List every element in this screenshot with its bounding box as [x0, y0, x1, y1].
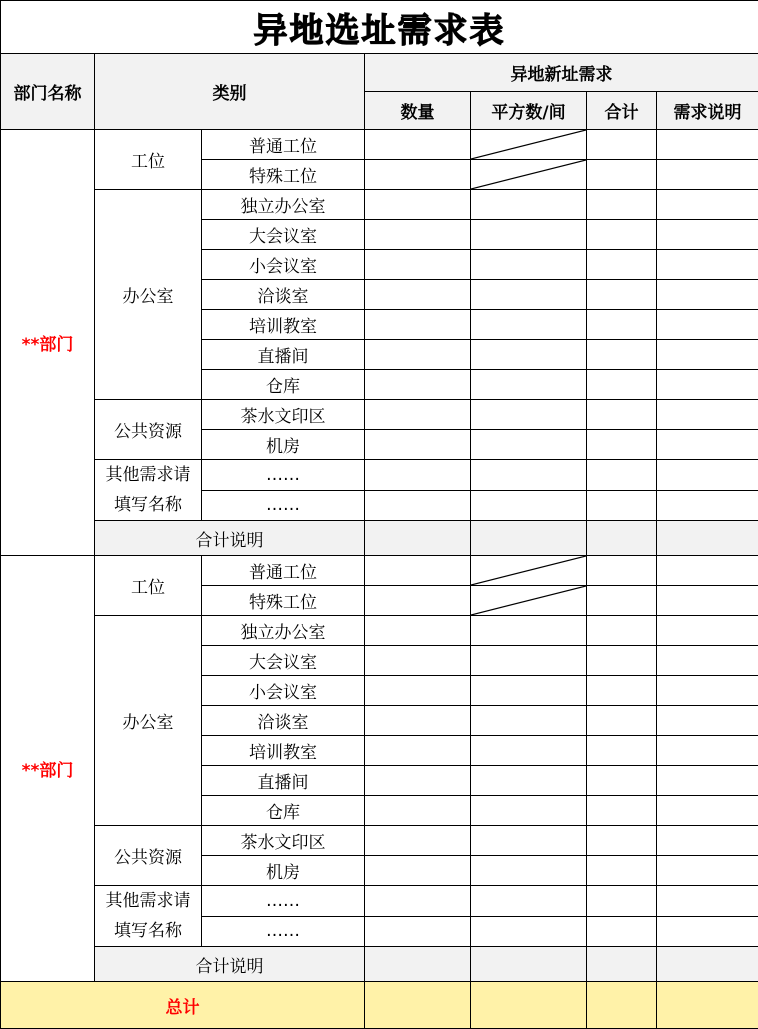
area-cell[interactable] [471, 616, 587, 646]
subtotal-cell[interactable] [587, 370, 657, 400]
item-label: 洽谈室 [202, 706, 365, 736]
item-label: 机房 [202, 856, 365, 886]
subtotal-cell[interactable] [587, 766, 657, 796]
quantity-cell[interactable] [365, 856, 471, 886]
summary-area-cell[interactable] [471, 947, 587, 982]
note-cell[interactable] [657, 490, 758, 521]
quantity-cell[interactable] [365, 430, 471, 460]
item-label: 培训教室 [202, 310, 365, 340]
header-note: 需求说明 [657, 92, 758, 130]
item-label: 独立办公室 [202, 190, 365, 220]
item-label: 培训教室 [202, 736, 365, 766]
quantity-cell[interactable] [365, 310, 471, 340]
subtotal-cell[interactable] [587, 430, 657, 460]
item-label: 普通工位 [202, 556, 365, 586]
note-cell[interactable] [657, 826, 758, 856]
subtotal-cell[interactable] [587, 826, 657, 856]
quantity-cell[interactable] [365, 616, 471, 646]
item-label: 直播间 [202, 766, 365, 796]
group-label-public: 公共资源 [95, 400, 202, 460]
table-row [1, 130, 758, 160]
header-category: 类别 [95, 54, 365, 130]
table-row [1, 190, 758, 220]
quantity-cell[interactable] [365, 280, 471, 310]
table-row [1, 826, 758, 856]
subtotal-cell[interactable] [587, 736, 657, 766]
quantity-cell[interactable] [365, 490, 471, 521]
summary-label: 合计说明 [95, 521, 365, 556]
subtotal-cell[interactable] [587, 616, 657, 646]
area-cell-na[interactable] [471, 130, 587, 160]
total-subtotal-cell[interactable] [587, 982, 657, 1029]
subtotal-cell[interactable] [587, 310, 657, 340]
summary-row [1, 521, 758, 556]
total-area-cell[interactable] [471, 982, 587, 1029]
subtotal-cell[interactable] [587, 280, 657, 310]
department-name: **部门 [1, 130, 95, 556]
item-label: 小会议室 [202, 676, 365, 706]
subtotal-cell[interactable] [587, 856, 657, 886]
note-cell[interactable] [657, 190, 758, 220]
area-cell[interactable] [471, 280, 587, 310]
note-cell[interactable] [657, 856, 758, 886]
quantity-cell[interactable] [365, 370, 471, 400]
header-subtotal: 合计 [587, 92, 657, 130]
quantity-cell[interactable] [365, 766, 471, 796]
quantity-cell[interactable] [365, 826, 471, 856]
note-cell[interactable] [657, 586, 758, 616]
other-label-line1: 其他需求请 [105, 891, 191, 911]
area-cell-na[interactable] [471, 556, 587, 586]
item-label: …… [202, 460, 365, 491]
header-group: 异地新址需求 [365, 54, 758, 92]
subtotal-cell[interactable] [587, 886, 657, 917]
total-note-cell[interactable] [657, 982, 758, 1029]
quantity-cell[interactable] [365, 160, 471, 190]
department-name: **部门 [1, 556, 95, 982]
item-label: 特殊工位 [202, 160, 365, 190]
subtotal-cell[interactable] [587, 916, 657, 947]
note-cell[interactable] [657, 736, 758, 766]
note-cell[interactable] [657, 370, 758, 400]
total-quantity-cell[interactable] [365, 982, 471, 1029]
subtotal-cell[interactable] [587, 130, 657, 160]
subtotal-cell[interactable] [587, 646, 657, 676]
group-label-office: 办公室 [95, 190, 202, 400]
item-label: 直播间 [202, 340, 365, 370]
note-cell[interactable] [657, 430, 758, 460]
subtotal-cell[interactable] [587, 190, 657, 220]
note-cell[interactable] [657, 886, 758, 917]
summary-note-cell[interactable] [657, 521, 758, 556]
quantity-cell[interactable] [365, 706, 471, 736]
note-cell[interactable] [657, 280, 758, 310]
area-cell[interactable] [471, 400, 587, 430]
header-dept-name: 部门名称 [1, 54, 95, 130]
quantity-cell[interactable] [365, 250, 471, 280]
group-label-workstation: 工位 [95, 130, 202, 190]
other-label-line2: 填写名称 [114, 921, 182, 941]
note-cell[interactable] [657, 130, 758, 160]
subtotal-cell[interactable] [587, 796, 657, 826]
area-cell[interactable] [471, 220, 587, 250]
quantity-cell[interactable] [365, 400, 471, 430]
group-label-office: 办公室 [95, 616, 202, 826]
subtotal-cell[interactable] [587, 460, 657, 491]
quantity-cell[interactable] [365, 460, 471, 491]
total-label: 总计 [1, 982, 365, 1029]
quantity-cell[interactable] [365, 736, 471, 766]
summary-note-cell[interactable] [657, 947, 758, 982]
area-cell[interactable] [471, 856, 587, 886]
group-label-other [95, 460, 202, 521]
table-row [1, 460, 758, 491]
table-row [1, 616, 758, 646]
quantity-cell[interactable] [365, 886, 471, 917]
quantity-cell[interactable] [365, 676, 471, 706]
item-label: 普通工位 [202, 130, 365, 160]
group-label-public: 公共资源 [95, 826, 202, 886]
summary-area-cell[interactable] [471, 521, 587, 556]
table-row [1, 886, 758, 917]
area-cell[interactable] [471, 796, 587, 826]
table-row [1, 400, 758, 430]
subtotal-cell[interactable] [587, 250, 657, 280]
item-label: …… [202, 886, 365, 917]
header-area: 平方数/间 [471, 92, 587, 130]
other-label-line2: 填写名称 [114, 495, 182, 515]
note-cell[interactable] [657, 706, 758, 736]
group-label-workstation: 工位 [95, 556, 202, 616]
subtotal-cell[interactable] [587, 556, 657, 586]
quantity-cell[interactable] [365, 130, 471, 160]
quantity-cell[interactable] [365, 190, 471, 220]
note-cell[interactable] [657, 310, 758, 340]
note-cell[interactable] [657, 916, 758, 947]
quantity-cell[interactable] [365, 220, 471, 250]
area-cell[interactable] [471, 430, 587, 460]
subtotal-cell[interactable] [587, 400, 657, 430]
area-cell[interactable] [471, 916, 587, 947]
item-label: …… [202, 916, 365, 947]
area-cell[interactable] [471, 490, 587, 521]
subtotal-cell[interactable] [587, 220, 657, 250]
note-cell[interactable] [657, 160, 758, 190]
item-label: 大会议室 [202, 646, 365, 676]
table-row [1, 556, 758, 586]
summary-row [1, 947, 758, 982]
area-cell[interactable] [471, 826, 587, 856]
subtotal-cell[interactable] [587, 340, 657, 370]
subtotal-cell[interactable] [587, 706, 657, 736]
area-cell[interactable] [471, 250, 587, 280]
quantity-cell[interactable] [365, 340, 471, 370]
item-label: 茶水文印区 [202, 400, 365, 430]
item-label: 特殊工位 [202, 586, 365, 616]
note-cell[interactable] [657, 220, 758, 250]
item-label: 洽谈室 [202, 280, 365, 310]
page-title: 异地选址需求表 [1, 1, 758, 54]
summary-label: 合计说明 [95, 947, 365, 982]
note-cell[interactable] [657, 250, 758, 280]
summary-subtotal-cell[interactable] [587, 947, 657, 982]
area-cell[interactable] [471, 190, 587, 220]
note-cell[interactable] [657, 796, 758, 826]
summary-quantity-cell[interactable] [365, 947, 471, 982]
subtotal-cell[interactable] [587, 490, 657, 521]
subtotal-cell[interactable] [587, 586, 657, 616]
subtotal-cell[interactable] [587, 676, 657, 706]
group-label-other [95, 886, 202, 947]
note-cell[interactable] [657, 460, 758, 491]
item-label: 茶水文印区 [202, 826, 365, 856]
note-cell[interactable] [657, 616, 758, 646]
item-label: …… [202, 490, 365, 521]
quantity-cell[interactable] [365, 796, 471, 826]
area-cell[interactable] [471, 676, 587, 706]
area-cell[interactable] [471, 706, 587, 736]
item-label: 大会议室 [202, 220, 365, 250]
item-label: 独立办公室 [202, 616, 365, 646]
quantity-cell[interactable] [365, 646, 471, 676]
item-label: 仓库 [202, 370, 365, 400]
summary-quantity-cell[interactable] [365, 521, 471, 556]
item-label: 仓库 [202, 796, 365, 826]
note-cell[interactable] [657, 676, 758, 706]
item-label: 机房 [202, 430, 365, 460]
note-cell[interactable] [657, 340, 758, 370]
note-cell[interactable] [657, 556, 758, 586]
area-cell[interactable] [471, 646, 587, 676]
area-cell[interactable] [471, 370, 587, 400]
header-quantity: 数量 [365, 92, 471, 130]
quantity-cell[interactable] [365, 586, 471, 616]
quantity-cell[interactable] [365, 556, 471, 586]
area-cell[interactable] [471, 766, 587, 796]
area-cell[interactable] [471, 310, 587, 340]
area-cell[interactable] [471, 460, 587, 491]
area-cell-na[interactable] [471, 160, 587, 190]
item-label: 小会议室 [202, 250, 365, 280]
quantity-cell[interactable] [365, 916, 471, 947]
area-cell[interactable] [471, 886, 587, 917]
area-cell-na[interactable] [471, 586, 587, 616]
area-cell[interactable] [471, 736, 587, 766]
area-cell[interactable] [471, 340, 587, 370]
note-cell[interactable] [657, 766, 758, 796]
note-cell[interactable] [657, 646, 758, 676]
department-sections [1, 130, 758, 982]
note-cell[interactable] [657, 400, 758, 430]
summary-subtotal-cell[interactable] [587, 521, 657, 556]
subtotal-cell[interactable] [587, 160, 657, 190]
other-label-line1: 其他需求请 [105, 465, 191, 485]
